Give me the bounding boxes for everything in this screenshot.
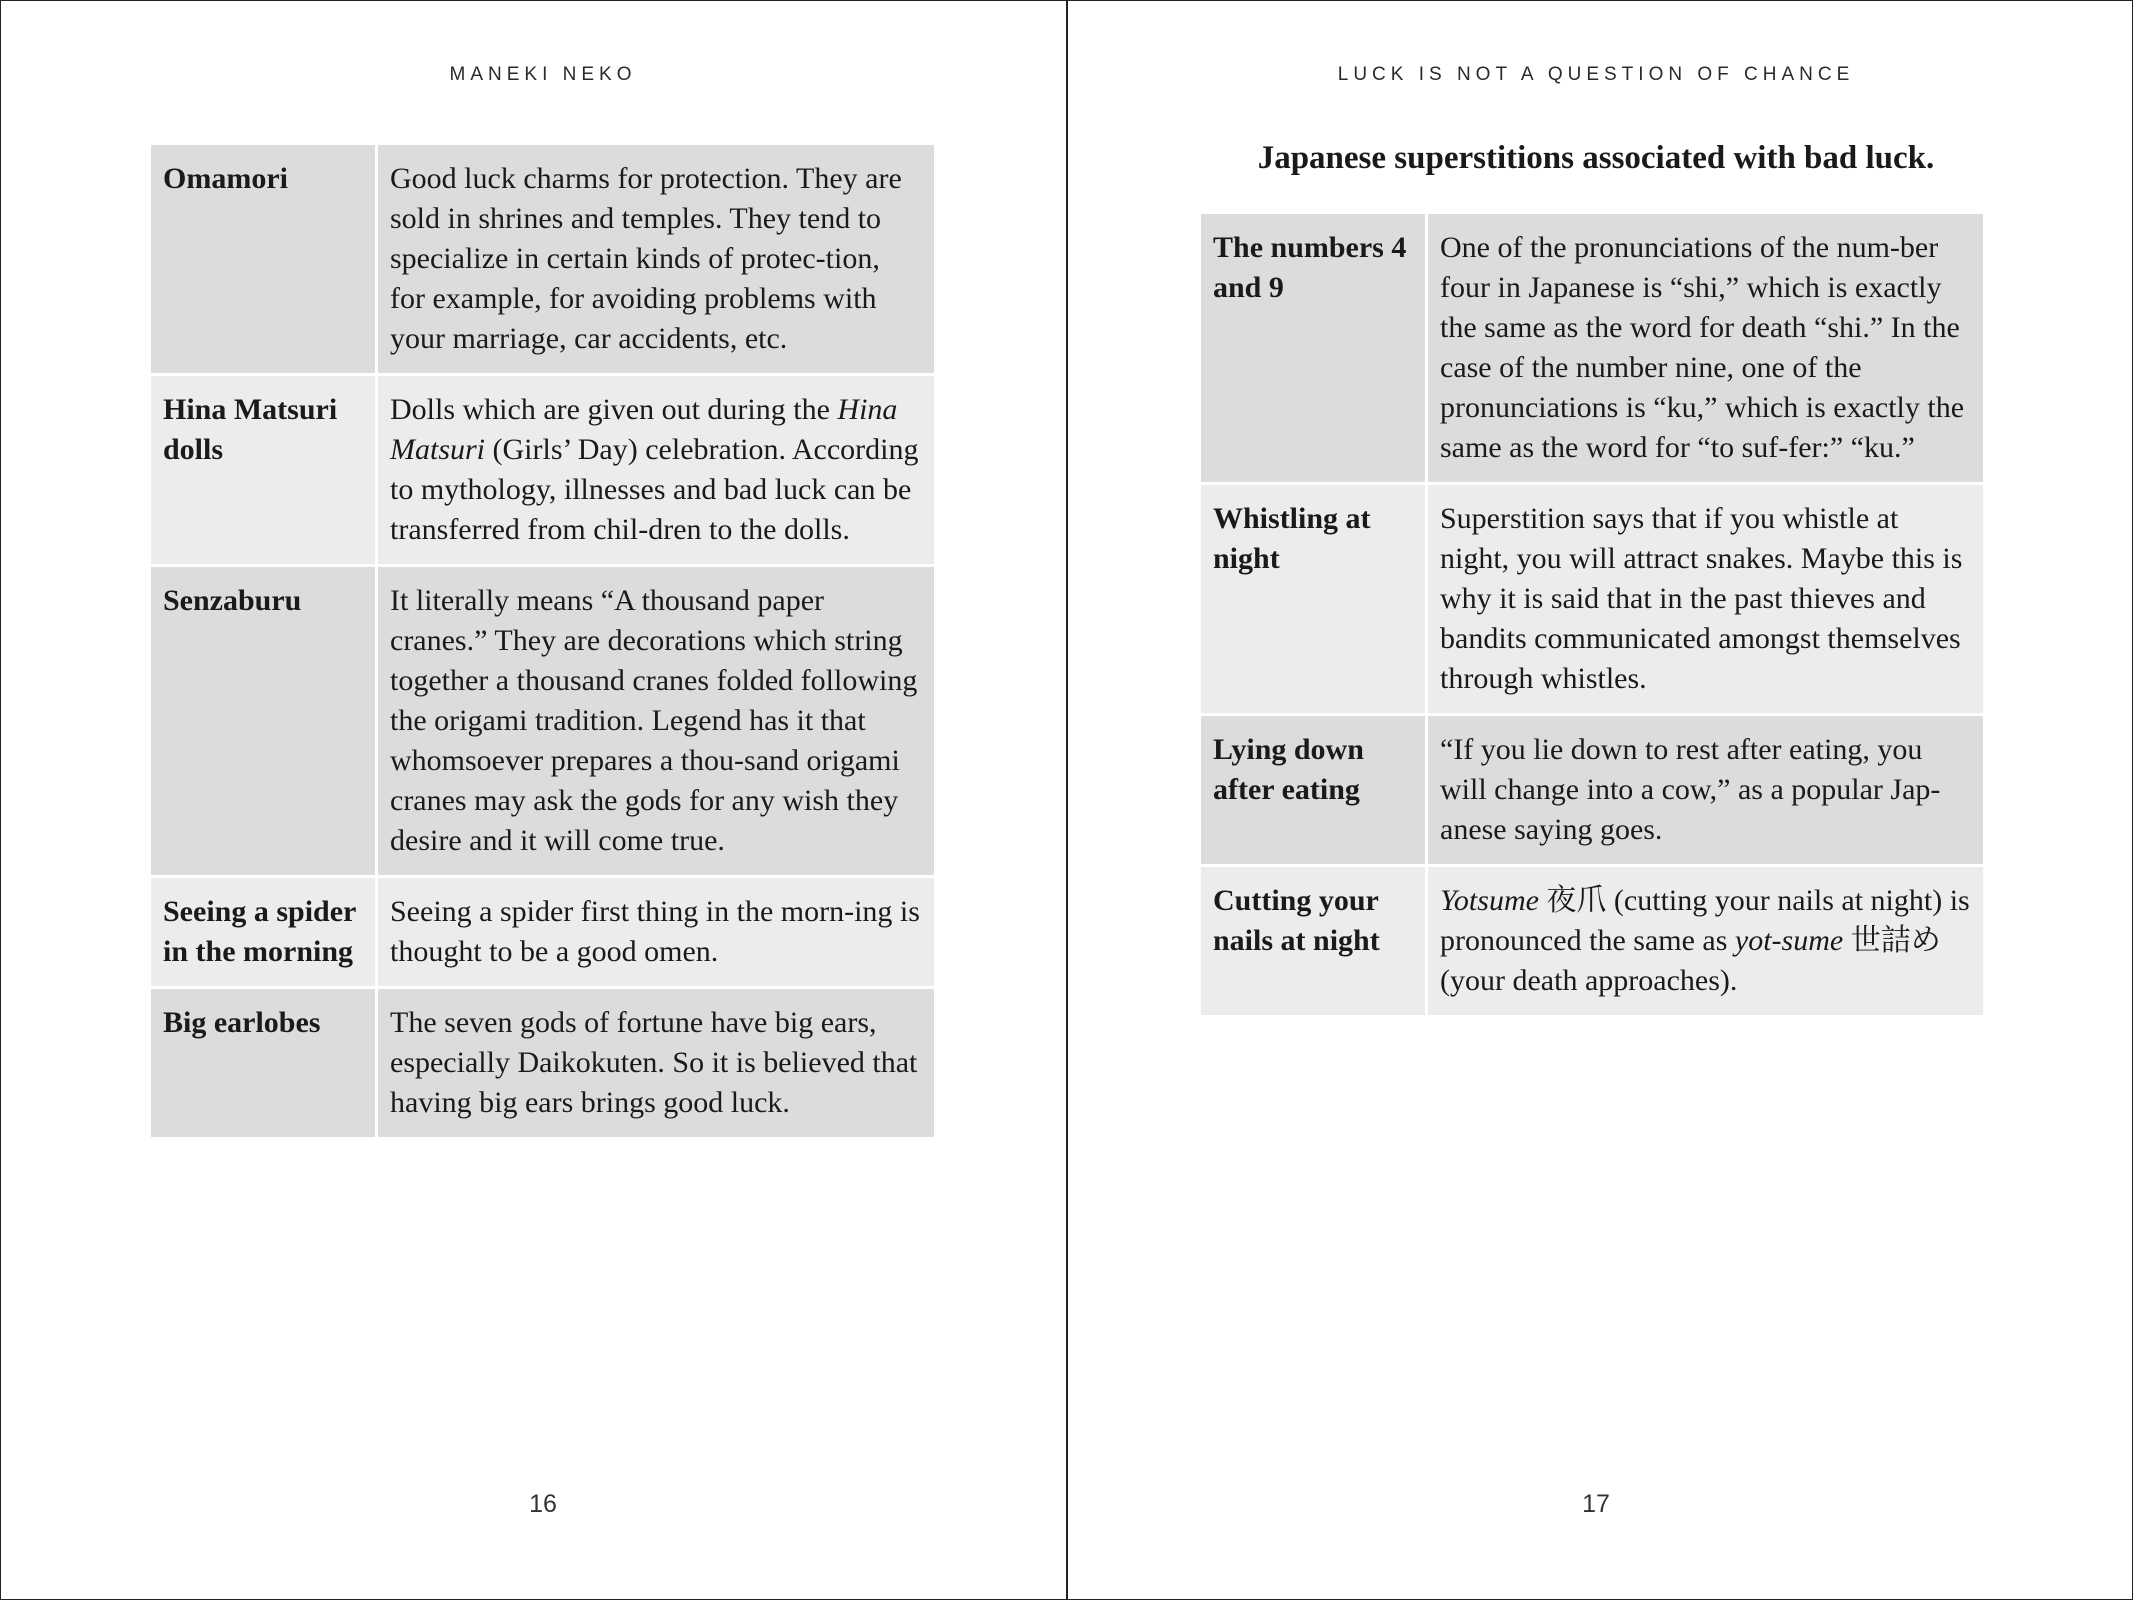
description-cell	[1428, 867, 1983, 1015]
description-italic: Yotsume	[1440, 884, 1539, 917]
description-cell: It literally means “A thousand paper cranes.” They are decorations which string together a thousand cranes folded following the origami tradition. Legend has it that whomsoever prepares a thou-sand origami cranes may ask the gods for any wish they desire and it will come true.	[378, 567, 934, 875]
term-cell: The numbers 4 and 9	[1201, 214, 1425, 482]
table-row	[151, 567, 934, 875]
term-cell: Lying down after eating	[1201, 716, 1425, 864]
running-head-right: LUCK IS NOT A QUESTION OF CHANCE	[1337, 64, 1855, 85]
good-luck-table	[148, 142, 937, 1140]
description-italic: Hina Matsuri	[390, 393, 898, 466]
table-row	[151, 376, 934, 564]
description-text: Dolls which are given out during the	[390, 393, 838, 426]
left-page	[0, 0, 1066, 1600]
running-head-left: MANEKI NEKO	[449, 64, 637, 85]
term-cell: Senzaburu	[151, 567, 375, 875]
table-row	[1201, 867, 1983, 1015]
description-kanji: 世詰め	[1850, 924, 1941, 957]
table-title: Japanese superstitions associated with bad luck.	[1257, 140, 1935, 176]
right-page	[1068, 0, 2133, 1600]
description-cell	[378, 376, 934, 564]
description-text: (your death approaches).	[1440, 964, 1738, 997]
bad-luck-table	[1198, 211, 1986, 1018]
table-row	[151, 145, 934, 373]
description-cell: “If you lie down to rest after eating, you will change into a cow,” as a popular Jap-anese saying goes.	[1428, 716, 1983, 864]
description-text: (cutting your nails at night) is pronounced the same as	[1440, 884, 1970, 957]
term-cell: Big earlobes	[151, 989, 375, 1137]
description-cell: Good luck charms for protection. They are sold in shrines and temples. They tend to specialize in certain kinds of protec-tion, for example, for avoiding problems with your marriage, car accidents, etc.	[378, 145, 934, 373]
description-cell: The seven gods of fortune have big ears, especially Daikokuten. So it is believed that having big ears brings good luck.	[378, 989, 934, 1137]
term-cell: Seeing a spider in the morning	[151, 878, 375, 986]
term-cell: Cutting your nails at night	[1201, 867, 1425, 1015]
description-italic: yot-sume	[1734, 924, 1844, 957]
description-cell: Superstition says that if you whistle at night, you will attract snakes. Maybe this is why it is said that in the past thieves and bandits communicated amongst themselves through whistles.	[1428, 485, 1983, 713]
page-number-right: 17	[1582, 1490, 1610, 1518]
table-row	[1201, 716, 1983, 864]
term-cell: Whistling at night	[1201, 485, 1425, 713]
table-row	[151, 989, 934, 1137]
term-cell: Omamori	[151, 145, 375, 373]
table-row	[151, 878, 934, 986]
page-number-left: 16	[529, 1490, 557, 1518]
description-cell: Seeing a spider first thing in the morn-ing is thought to be a good omen.	[378, 878, 934, 986]
description-cell: One of the pronunciations of the num-ber four in Japanese is “shi,” which is exactly the same as the word for death “shi.” In the case of the number nine, one of the pronunciations is “ku,” which is exactly the same as the word for “to suf-fer:” “ku.”	[1428, 214, 1983, 482]
table-row	[1201, 214, 1983, 482]
table-row	[1201, 485, 1983, 713]
description-kanji: 夜爪	[1546, 884, 1607, 917]
description-text: (Girls’ Day) celebration. According to mythology, illnesses and bad luck can be transferred from chil-dren to the dolls.	[390, 433, 919, 546]
term-cell: Hina Matsuri dolls	[151, 376, 375, 564]
